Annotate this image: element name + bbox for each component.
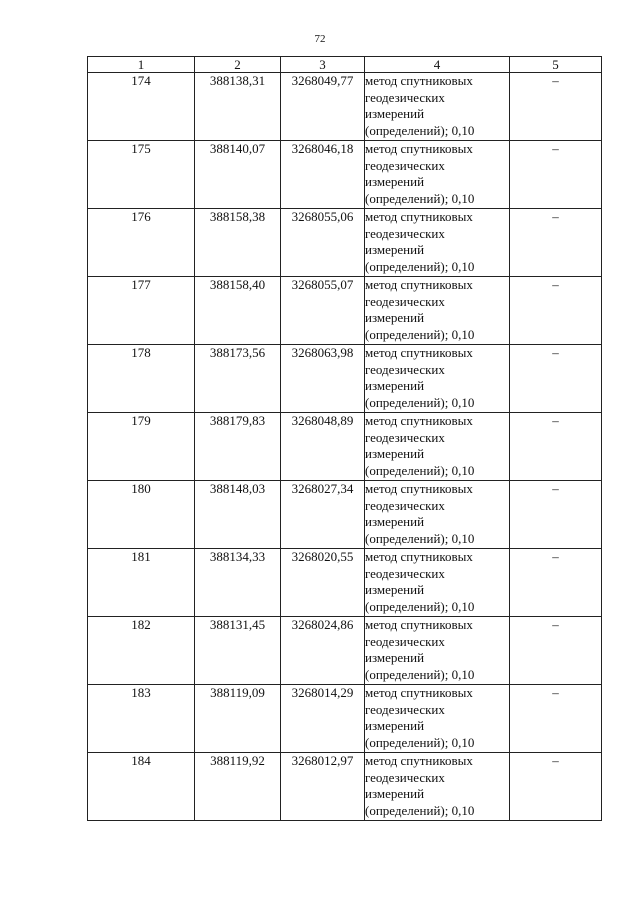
method-cell: метод спутниковых геодезических измерений (определений); 0,10 xyxy=(365,481,510,549)
y-coordinate-cell: 3268055,07 xyxy=(281,277,365,345)
x-coordinate-cell: 388119,92 xyxy=(195,753,281,821)
y-coordinate-cell: 3268014,29 xyxy=(281,685,365,753)
x-coordinate-cell: 388131,45 xyxy=(195,617,281,685)
y-coordinate-cell: 3268055,06 xyxy=(281,209,365,277)
note-cell: – xyxy=(510,73,602,141)
x-coordinate-cell: 388158,40 xyxy=(195,277,281,345)
x-coordinate-cell: 388179,83 xyxy=(195,413,281,481)
x-coordinate-cell: 388158,38 xyxy=(195,209,281,277)
header-col-1: 1 xyxy=(88,57,195,73)
x-coordinate-cell: 388148,03 xyxy=(195,481,281,549)
table-row xyxy=(88,209,602,277)
header-col-4: 4 xyxy=(365,57,510,73)
y-coordinate-cell: 3268024,86 xyxy=(281,617,365,685)
x-coordinate-cell: 388140,07 xyxy=(195,141,281,209)
note-cell: – xyxy=(510,685,602,753)
method-cell: метод спутниковых геодезических измерений (определений); 0,10 xyxy=(365,549,510,617)
table-row xyxy=(88,481,602,549)
page-number: 72 xyxy=(314,33,326,45)
note-cell: – xyxy=(510,549,602,617)
table-body xyxy=(88,73,602,821)
method-cell: метод спутниковых геодезических измерений (определений); 0,10 xyxy=(365,209,510,277)
table-row xyxy=(88,549,602,617)
table-row xyxy=(88,277,602,345)
header-col-2: 2 xyxy=(195,57,281,73)
point-number-cell: 184 xyxy=(88,753,195,821)
table-row xyxy=(88,753,602,821)
table-row xyxy=(88,685,602,753)
y-coordinate-cell: 3268027,34 xyxy=(281,481,365,549)
y-coordinate-cell: 3268049,77 xyxy=(281,73,365,141)
note-cell: – xyxy=(510,413,602,481)
point-number-cell: 182 xyxy=(88,617,195,685)
note-cell: – xyxy=(510,141,602,209)
point-number-cell: 177 xyxy=(88,277,195,345)
y-coordinate-cell: 3268020,55 xyxy=(281,549,365,617)
note-cell: – xyxy=(510,481,602,549)
x-coordinate-cell: 388119,09 xyxy=(195,685,281,753)
table-row xyxy=(88,345,602,413)
method-cell: метод спутниковых геодезических измерений (определений); 0,10 xyxy=(365,413,510,481)
y-coordinate-cell: 3268048,89 xyxy=(281,413,365,481)
header-col-5: 5 xyxy=(510,57,602,73)
table-header-row xyxy=(88,57,602,73)
method-cell: метод спутниковых геодезических измерений (определений); 0,10 xyxy=(365,345,510,413)
point-number-cell: 175 xyxy=(88,141,195,209)
method-cell: метод спутниковых геодезических измерений (определений); 0,10 xyxy=(365,141,510,209)
note-cell: – xyxy=(510,277,602,345)
point-number-cell: 178 xyxy=(88,345,195,413)
point-number-cell: 180 xyxy=(88,481,195,549)
method-cell: метод спутниковых геодезических измерений (определений); 0,10 xyxy=(365,277,510,345)
note-cell: – xyxy=(510,209,602,277)
note-cell: – xyxy=(510,345,602,413)
x-coordinate-cell: 388134,33 xyxy=(195,549,281,617)
note-cell: – xyxy=(510,617,602,685)
x-coordinate-cell: 388138,31 xyxy=(195,73,281,141)
point-number-cell: 174 xyxy=(88,73,195,141)
point-number-cell: 176 xyxy=(88,209,195,277)
header-col-3: 3 xyxy=(281,57,365,73)
point-number-cell: 179 xyxy=(88,413,195,481)
point-number-cell: 181 xyxy=(88,549,195,617)
table-row xyxy=(88,141,602,209)
table-row xyxy=(88,73,602,141)
note-cell: – xyxy=(510,753,602,821)
y-coordinate-cell: 3268012,97 xyxy=(281,753,365,821)
method-cell: метод спутниковых геодезических измерений (определений); 0,10 xyxy=(365,617,510,685)
table-row xyxy=(88,617,602,685)
method-cell: метод спутниковых геодезических измерений (определений); 0,10 xyxy=(365,685,510,753)
method-cell: метод спутниковых геодезических измерений (определений); 0,10 xyxy=(365,73,510,141)
coordinates-table xyxy=(87,56,602,821)
table-row xyxy=(88,413,602,481)
x-coordinate-cell: 388173,56 xyxy=(195,345,281,413)
point-number-cell: 183 xyxy=(88,685,195,753)
y-coordinate-cell: 3268063,98 xyxy=(281,345,365,413)
method-cell: метод спутниковых геодезических измерений (определений); 0,10 xyxy=(365,753,510,821)
y-coordinate-cell: 3268046,18 xyxy=(281,141,365,209)
